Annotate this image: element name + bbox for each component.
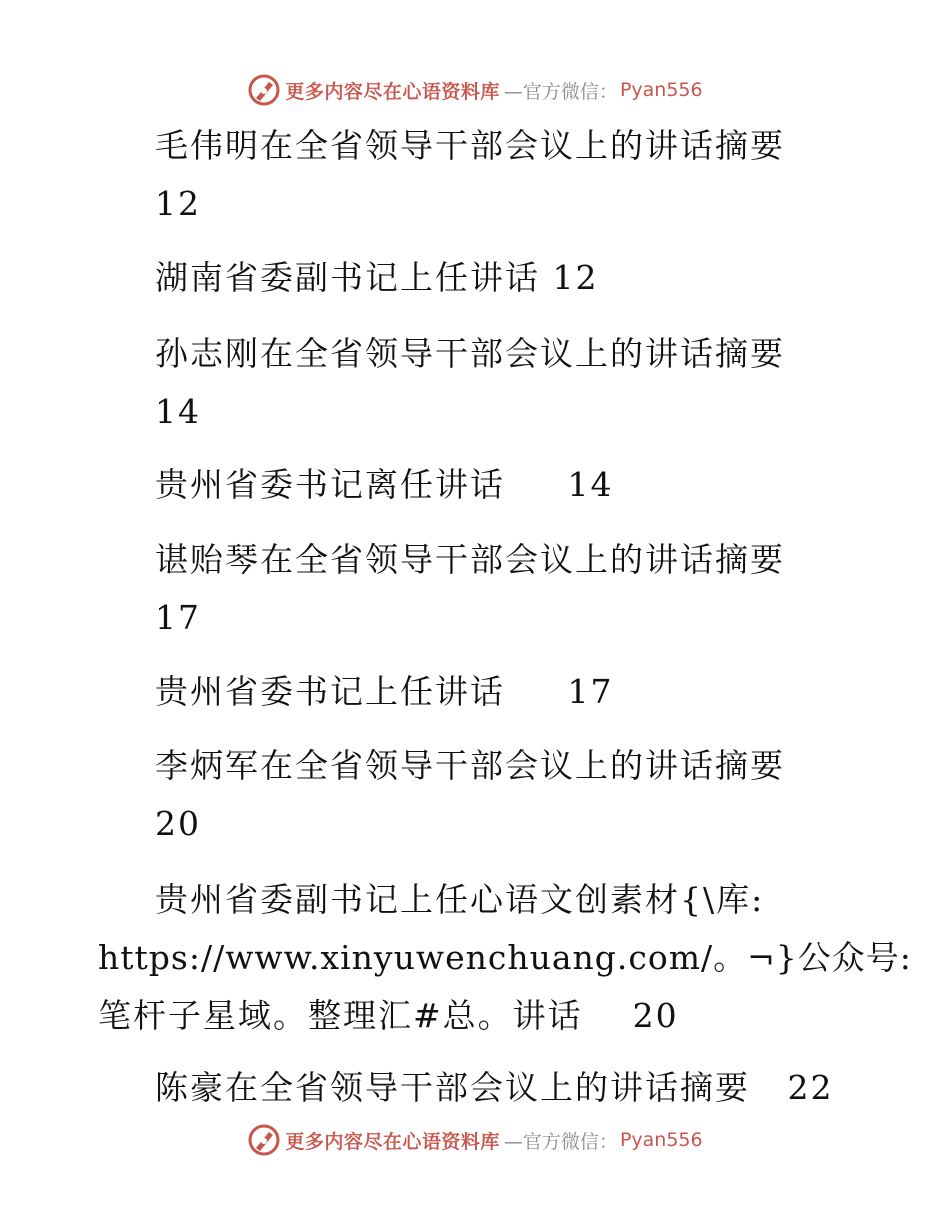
toc-entry-page: 12 [552, 258, 599, 297]
toc-entry-page: 20 [632, 996, 679, 1035]
toc-entry-page: 20 [155, 804, 201, 843]
toc-entry-page: 17 [155, 598, 201, 637]
toc-entry-title: 贵州省委书记上任讲话 [155, 672, 505, 711]
toc-entry[interactable] [155, 1068, 833, 1108]
toc-entry-title-line1[interactable]: 贵州省委副书记上任心语文创素材{\库: [155, 880, 765, 919]
header-banner [0, 68, 950, 112]
toc-entry-title[interactable]: 毛伟明在全省领导干部会议上的讲话摘要 [155, 126, 785, 165]
pen-logo-icon [247, 73, 281, 107]
toc-entry-page: 12 [155, 184, 201, 223]
banner-contact-id: Pyan556 [619, 1129, 703, 1151]
footer-banner [0, 1118, 950, 1162]
toc-entry[interactable] [155, 258, 599, 298]
toc-entry-title[interactable]: 李炳军在全省领导干部会议上的讲话摘要 [155, 746, 785, 785]
toc-entry-title-line3: 笔杆子星域。整理汇#总。讲话 [98, 996, 583, 1035]
toc-entry-title: 湖南省委副书记上任讲话 [155, 258, 540, 297]
toc-entry-title: 陈豪在全省领导干部会议上的讲话摘要 [155, 1068, 750, 1107]
banner-brand: 更多内容尽在心语资料库 [285, 1130, 500, 1153]
toc-entry-page: 14 [567, 465, 614, 504]
toc-entry-page: 22 [787, 1068, 834, 1107]
toc-entry-title[interactable]: 孙志刚在全省领导干部会议上的讲话摘要 [155, 334, 785, 373]
toc-entry[interactable] [155, 465, 613, 505]
banner-brand: 更多内容尽在心语资料库 [285, 80, 500, 103]
toc-entry-title: 贵州省委书记离任讲话 [155, 465, 505, 504]
banner-contact-label: —官方微信： [503, 80, 618, 103]
toc-entry-page: 14 [155, 392, 201, 431]
banner-contact-label: —官方微信： [503, 1130, 618, 1153]
toc-entry-title[interactable]: 谌贻琴在全省领导干部会议上的讲话摘要 [155, 540, 785, 579]
pen-logo-icon [247, 1123, 281, 1157]
toc-entry[interactable] [98, 996, 679, 1036]
banner-contact-id: Pyan556 [619, 79, 703, 101]
toc-entry-title-line2[interactable]: https://www.xinyuwenchuang.com/。¬}公众号: [98, 938, 912, 977]
toc-entry-page: 17 [567, 672, 614, 711]
toc-entry[interactable] [155, 672, 613, 712]
